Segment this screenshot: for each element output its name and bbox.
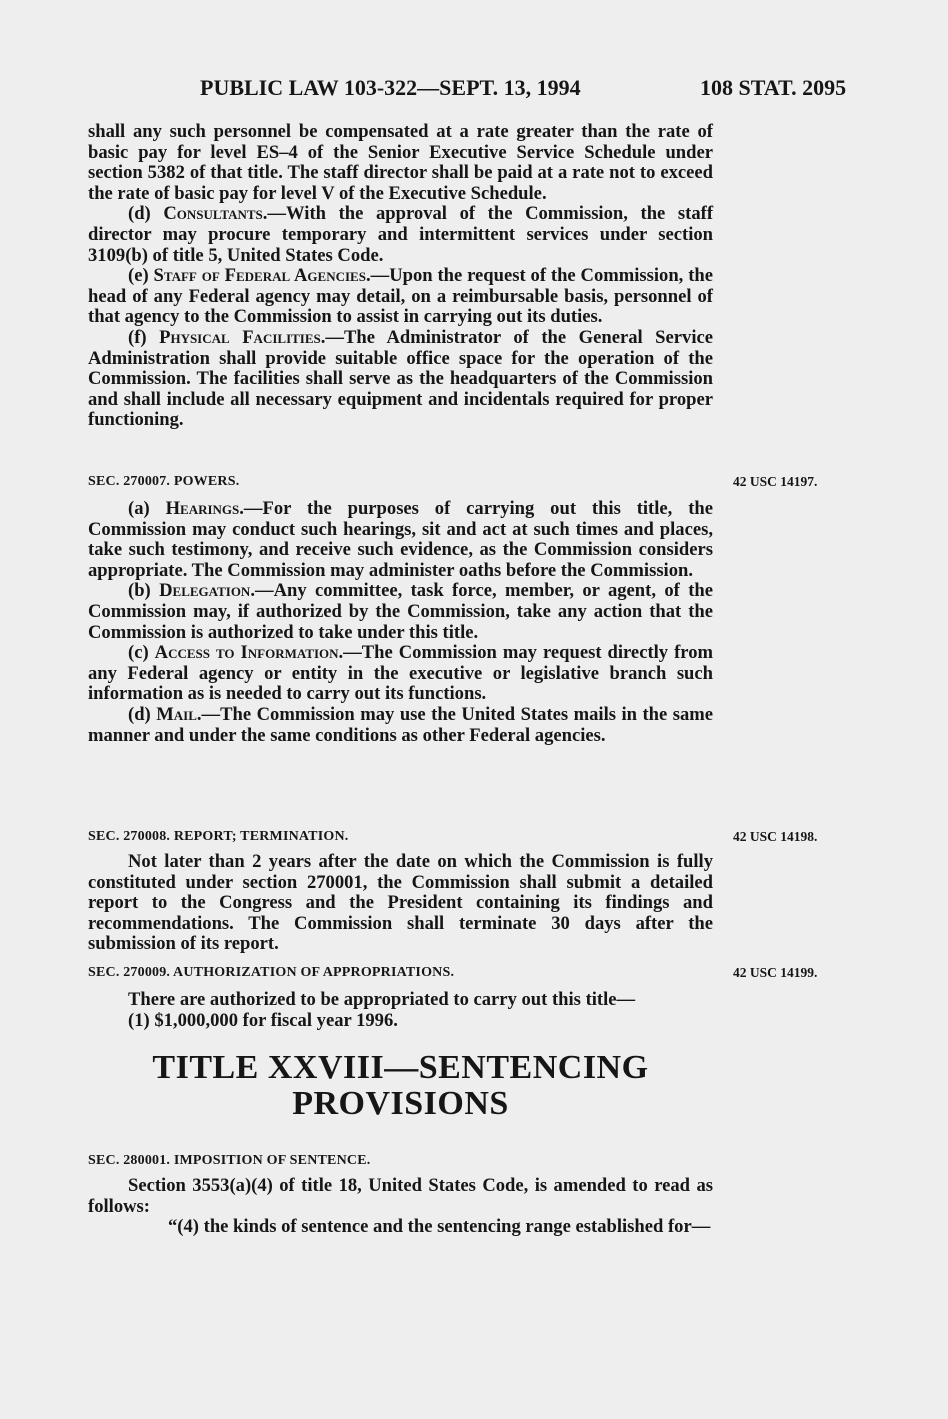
paragraph-continued: shall any such personnel be compensated at a rate greater than the rate of basic pay for level ES–4 of the Senior Executive Service Schedule under section 5382 of that title. The staff director shall be paid at a rate not to exceed the rate of basic pay for level V of the Executive Schedule. — [88, 121, 713, 204]
subsection-text: .—The Administrator of the General Service Administration shall provide suitable office space for the operation of the Commission. The facilities shall serve as the headquarters of the Commission and shall include all necessary equipment and incidentals required for proper functioning. — [88, 326, 713, 431]
subsection-label: (a) — [128, 498, 166, 519]
section-270008 — [88, 827, 713, 848]
section-270009 — [88, 963, 713, 984]
subsection-label: (f) — [128, 326, 160, 348]
subsection-a-hearings — [88, 499, 713, 581]
subsection-text: .—Any committee, task force, member, or agent, of the Commission may, if authorized by the Commission, take any action that the Commission is authorized to take under this title. — [88, 580, 714, 643]
subsection-heading: Access to Information — [154, 642, 339, 664]
subsection-heading: Mail — [156, 703, 197, 725]
subsection-c-access — [88, 643, 713, 705]
section-270009-body — [88, 990, 713, 1031]
subsection-d-mail — [88, 705, 713, 746]
section-280001-body — [88, 1176, 713, 1238]
section-heading: SEC. 270008. REPORT; TERMINATION. — [88, 829, 349, 844]
subsection-text: .—With the approval of the Commission, the staff director may procure temporary and intermittent services under section 3109(b) of title 5, United States Code. — [88, 203, 714, 266]
subsection-b-delegation — [88, 581, 713, 643]
subsection-label: (c) — [128, 642, 155, 664]
subsection-heading: Delegation — [159, 580, 251, 602]
subsection-d-consultants — [88, 204, 713, 266]
subsection-label: (b) — [128, 580, 160, 602]
running-header-stat-page: 108 STAT. 2095 — [700, 75, 847, 100]
section-270008-body — [88, 852, 713, 955]
section-280001 — [88, 1151, 713, 1172]
subsection-heading: Consultants — [163, 203, 263, 225]
section-heading: SEC. 270007. POWERS. — [88, 474, 240, 489]
title-line-2: PROVISIONS — [292, 1085, 509, 1122]
subsection-text: .—The Commission may request directly from any Federal agency or entity in the executive or legislative branch such information as is needed to carry out its functions. — [88, 642, 713, 705]
subsection-heading: Hearings — [165, 498, 240, 519]
subsection-e-staff — [88, 266, 713, 328]
section-270006-continuation — [88, 122, 713, 431]
section-270007 — [88, 472, 713, 493]
quoted-amendment: “(4) the kinds of sentence and the sentencing range established for— — [168, 1216, 711, 1238]
subsection-label: (d) — [128, 203, 164, 225]
margin-note-usc: 42 USC 14199. — [733, 965, 818, 980]
title-line-1: TITLE XXVIII—SENTENCING — [152, 1049, 649, 1086]
subsection-heading: Staff of Federal Agencies — [153, 265, 366, 287]
list-item: (1) $1,000,000 for fiscal year 1996. — [128, 1009, 398, 1031]
section-text: There are authorized to be appropriated to carry out this title— — [128, 989, 636, 1010]
subsection-heading: Physical Facilities — [159, 326, 321, 348]
section-text: Not later than 2 years after the date on which the Commission is fully constituted under section 270001, the Commission shall submit a detailed report to the Congress and the President containing its findings and recommendations. The Commission shall terminate 30 days after the submission of its report. — [88, 851, 713, 955]
section-heading: SEC. 270009. AUTHORIZATION OF APPROPRIATIONS. — [88, 965, 455, 980]
margin-note-usc: 42 USC 14197. — [733, 474, 818, 489]
running-header-law: PUBLIC LAW 103-322—SEPT. 13, 1994 — [200, 75, 581, 100]
subsection-text: .—Upon the request of the Commission, the head of any Federal agency may detail, on a reimbursable basis, personnel of that agency to the Commission to assist in carrying out its duties. — [88, 265, 713, 328]
subsection-text: .—The Commission may use the United States mails in the same manner and under the same conditions as other Federal agencies. — [88, 703, 714, 746]
subsection-label: (d) — [128, 703, 157, 725]
margin-note-usc: 42 USC 14198. — [733, 829, 818, 844]
subsection-text: .—For the purposes of carrying out this title, the Commission may conduct such hearings, sit and act at such times and places, take such testimony, and receive such evidence, as the Commission considers appropriate. The Commission may administer oaths before the Commission. — [88, 498, 713, 581]
subsection-f-facilities — [88, 328, 713, 431]
section-270007-body — [88, 499, 713, 746]
subsection-label: (e) — [128, 265, 154, 287]
title-heading — [88, 1050, 713, 1122]
section-heading: SEC. 280001. IMPOSITION OF SENTENCE. — [88, 1153, 371, 1168]
section-text: Section 3553(a)(4) of title 18, United States Code, is amended to read as follows: — [88, 1175, 713, 1217]
